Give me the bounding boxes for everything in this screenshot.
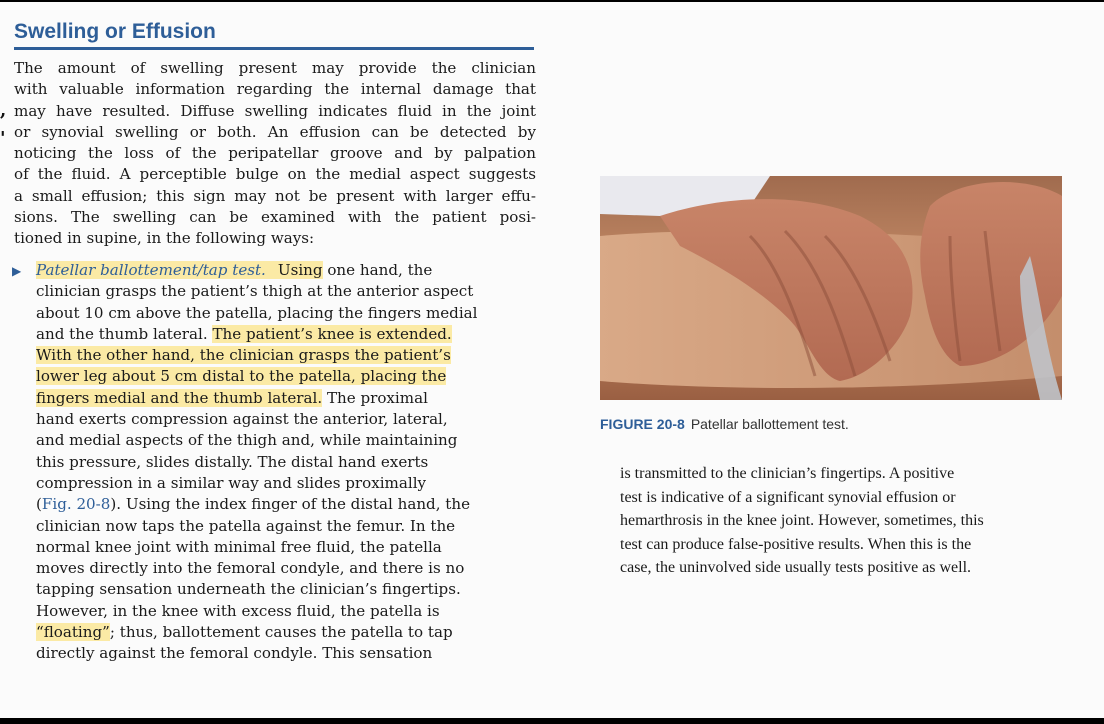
patellar-ballottement-photo — [600, 176, 1062, 400]
figure-label: FIGURE 20-8 — [600, 416, 685, 432]
test-text: one hand, the — [322, 261, 433, 279]
test-line: clinician now taps the patella against the femur. In the — [36, 516, 456, 535]
test-line: about 10 cm above the patella, placing the fingers medial — [36, 303, 478, 322]
figure-reference-link[interactable]: Fig. 20-8 — [41, 495, 111, 514]
test-text: ; thus, ballottement causes the patella to tap — [109, 623, 453, 642]
margin-mark-tick: ' — [0, 128, 6, 149]
test-text: ). Using the index finger of the distal hand, the — [110, 495, 471, 514]
test-line: and medial aspects of the thigh and, while maintaining — [36, 431, 458, 450]
test-term: Patellar ballottement/tap test. — [36, 261, 266, 279]
intro-line: tioned in supine, in the following ways: — [14, 229, 315, 248]
highlighted-text: The patient’s knee is extended. — [212, 324, 452, 343]
intro-line: of the fluid. A perceptible bulge on the medial aspect suggests — [14, 165, 536, 184]
continuation-line: test can produce false-positive results. When this is the — [620, 535, 972, 553]
figure-caption-text: Patellar ballottement test. — [690, 416, 849, 432]
triangle-bullet-icon: ▶ — [12, 264, 22, 278]
intro-line: sions. The swelling can be examined with the patient posi- — [14, 208, 536, 227]
test-line: hand exerts compression against the anterior, lateral, — [36, 410, 448, 429]
test-line: tapping sensation underneath the clinician’s fingertips. — [36, 580, 461, 599]
highlighted-text: fingers medial and the thumb lateral. — [36, 388, 323, 407]
continuation-line: test is indicative of a significant synovial effusion or — [620, 488, 956, 506]
intro-line: a small effusion; this sign may not be present with larger effu- — [14, 186, 536, 205]
test-line: clinician grasps the patient’s thigh at the anterior aspect — [36, 282, 474, 301]
intro-line: noticing the loss of the peripatellar groove and by palpation — [14, 144, 536, 163]
figure-photo — [600, 176, 1062, 400]
intro-line: with valuable information regarding the internal damage that — [14, 80, 536, 99]
highlighted-text: With the other hand, the clinician grasps the patient’s — [36, 346, 451, 365]
highlighted-text: lower leg about 5 cm distal to the patella, placing the — [36, 367, 447, 386]
continuation-paragraph — [620, 462, 1060, 580]
test-text: ( — [36, 495, 42, 514]
intro-line: or synovial swelling or both. An effusion can be detected by — [14, 122, 536, 141]
highlighted-text: “floating” — [36, 623, 110, 642]
ballottement-test-paragraph — [36, 260, 536, 665]
test-text: Using — [277, 261, 323, 279]
test-line: directly against the femoral condyle. This sensation — [36, 644, 433, 663]
continuation-line: is transmitted to the clinician’s fingertips. A positive — [620, 465, 955, 482]
intro-line: The amount of swelling present may provide the clinician — [14, 59, 536, 77]
intro-line: may have resulted. Diffuse swelling indicates fluid in the joint — [14, 101, 536, 120]
test-text: The proximal — [322, 388, 428, 407]
test-line: this pressure, slides distally. The distal hand exerts — [36, 452, 429, 471]
test-text: and the thumb lateral. — [36, 324, 213, 343]
test-line: However, in the knee with excess fluid, the patella is — [36, 601, 440, 620]
test-line: compression in a similar way and slides proximally — [36, 473, 427, 492]
textbook-page — [0, 2, 1104, 718]
continuation-line: hemarthrosis in the knee joint. However, sometimes, this — [620, 512, 984, 529]
continuation-line: case, the uninvolved side usually tests positive as well. — [620, 559, 972, 576]
test-line: moves directly into the femoral condyle, and there is no — [36, 559, 465, 578]
intro-paragraph — [14, 58, 536, 250]
margin-mark-comma: , — [0, 100, 7, 121]
figure-caption — [600, 416, 849, 432]
test-line: normal knee joint with minimal free fluid, the patella — [36, 537, 442, 556]
section-heading: Swelling or Effusion — [14, 20, 534, 50]
